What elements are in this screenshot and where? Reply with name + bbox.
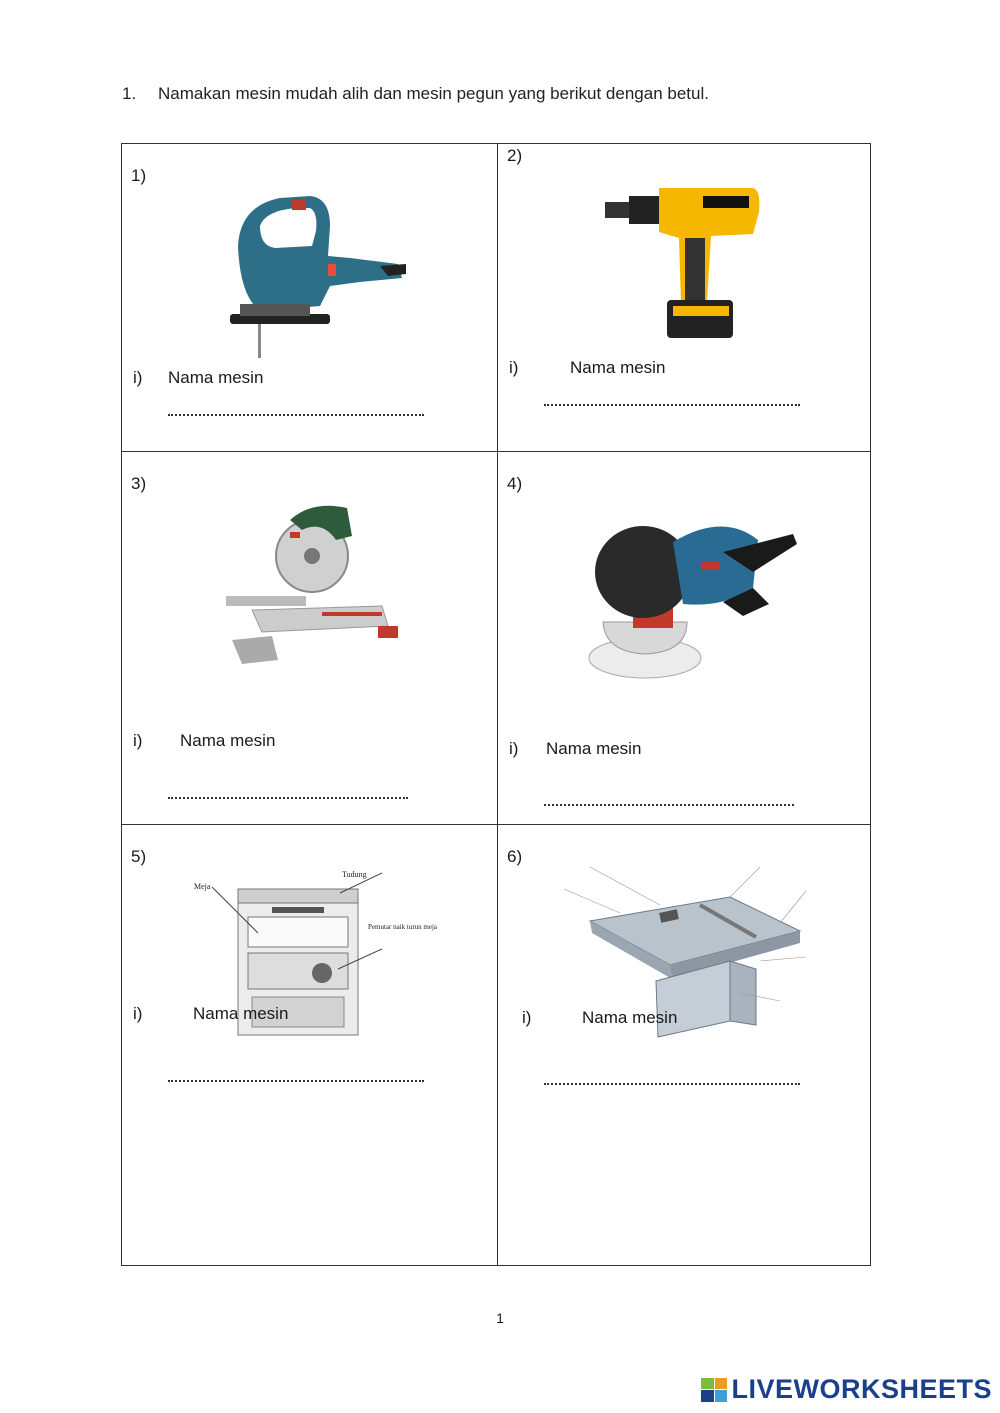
cell-item-5 xyxy=(122,825,497,1267)
machine-name-label: Nama mesin xyxy=(180,731,276,750)
sub-question-marker: i) xyxy=(522,1008,532,1027)
cell-item-3 xyxy=(122,452,497,824)
answer-field-3[interactable] xyxy=(168,795,408,799)
jigsaw-icon xyxy=(220,186,410,361)
machine-name-label: Nama mesin xyxy=(168,368,264,387)
cell-item-4 xyxy=(498,452,872,824)
question-body: Namakan mesin mudah alih dan mesin pegun yang berikut dengan betul. xyxy=(158,84,709,103)
page-number: 1 xyxy=(496,1310,504,1326)
orbital-sander-icon xyxy=(583,512,803,692)
sub-question-marker: i) xyxy=(509,739,519,758)
miter-saw-icon xyxy=(212,500,402,675)
machine-name-label: Nama mesin xyxy=(193,1004,289,1023)
item-number: 6) xyxy=(507,847,523,866)
item-number: 3) xyxy=(131,474,147,493)
callout-label: Meja xyxy=(194,882,211,891)
cell-item-6 xyxy=(498,825,872,1267)
liveworksheets-logo-icon xyxy=(701,1378,727,1402)
callout-label: Pemutar naik turun meja xyxy=(368,923,438,931)
sub-question-marker: i) xyxy=(509,358,519,377)
answer-field-1[interactable] xyxy=(168,412,424,416)
question-number: 1. xyxy=(122,84,137,103)
cordless-drill-icon xyxy=(603,182,763,344)
sub-question-marker: i) xyxy=(133,1004,143,1023)
item-number: 1) xyxy=(131,166,147,185)
callout-label: Tudung xyxy=(342,870,367,879)
sub-question-marker: i) xyxy=(133,368,143,387)
answer-field-2[interactable] xyxy=(544,402,800,406)
answer-field-4[interactable] xyxy=(544,802,794,806)
machine-name-label: Nama mesin xyxy=(546,739,642,758)
item-number: 2) xyxy=(507,146,523,165)
question-text xyxy=(122,84,709,104)
sub-question-marker: i) xyxy=(133,731,143,750)
item-number: 4) xyxy=(507,474,523,493)
machine-name-label: Nama mesin xyxy=(570,358,666,377)
machine-name-label: Nama mesin xyxy=(582,1008,678,1027)
answer-field-6[interactable] xyxy=(544,1081,800,1085)
liveworksheets-brand xyxy=(701,1374,992,1405)
answer-field-5[interactable] xyxy=(168,1078,424,1082)
item-number: 5) xyxy=(131,847,147,866)
brand-name: LIVEWORKSHEETS xyxy=(731,1374,992,1404)
cell-item-1 xyxy=(122,144,497,451)
cell-item-2 xyxy=(498,144,872,451)
machines-table xyxy=(121,143,871,1266)
